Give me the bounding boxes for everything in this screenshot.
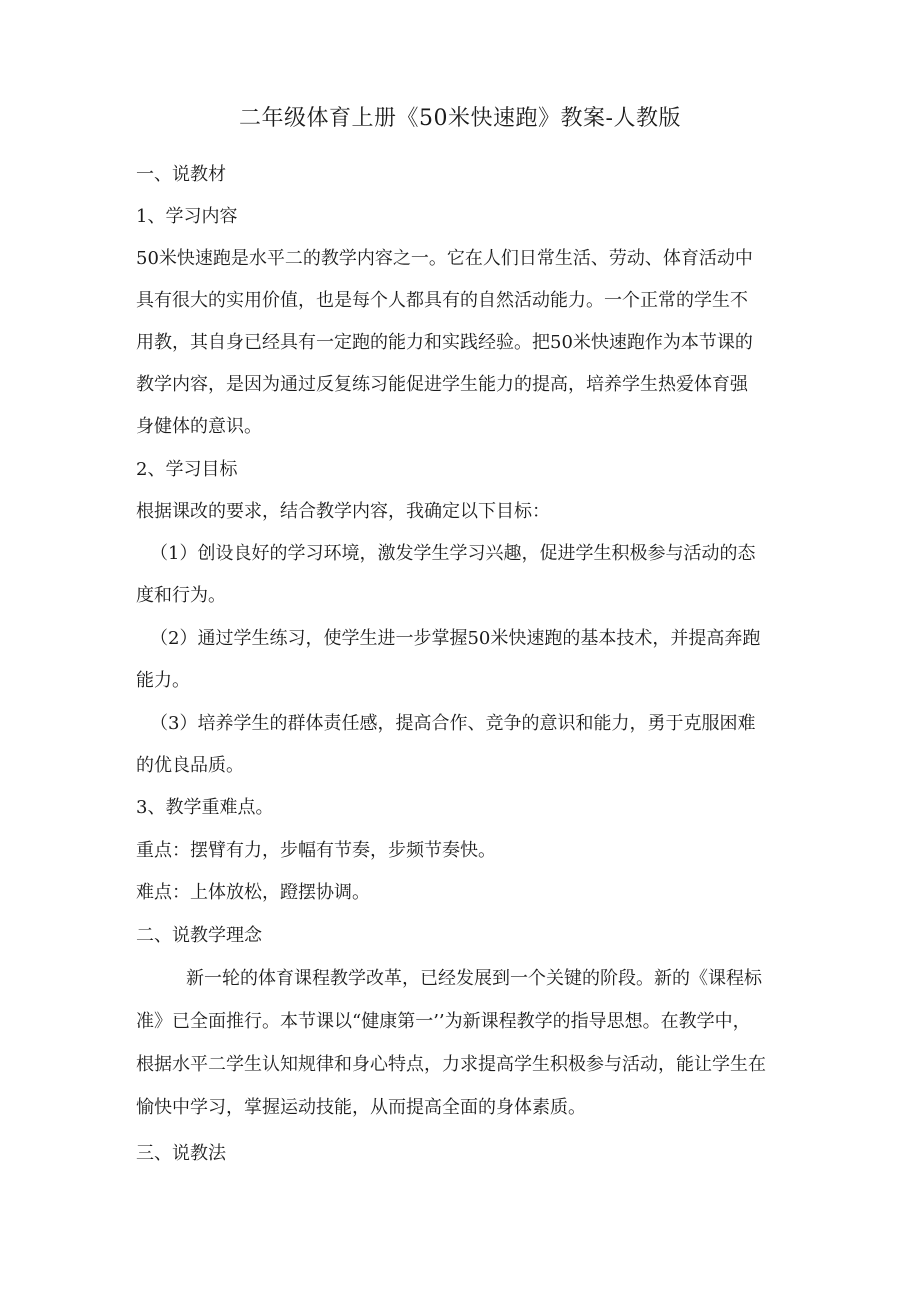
subheading-learning-goals: 2、学习目标	[136, 459, 238, 480]
difficult-point: 难点：上体放松，蹬摆协调。	[136, 882, 370, 903]
goal-3-line: （3）培养学生的群体责任感，提高合作、竞争的意识和能力，勇于克服困难	[150, 713, 756, 734]
paragraph-line: 50米快速跑是水平二的教学内容之一。它在人们日常生活、劳动、体育活动中	[136, 248, 753, 269]
section-heading-2: 二、说教学理念	[136, 925, 262, 946]
goal-1-line: （1）创设良好的学习环境，激发学生学习兴趣，促进学生积极参与活动的态	[150, 543, 756, 564]
goal-3-line: 的优良品质。	[136, 755, 244, 776]
paragraph-line: 新一轮的体育课程教学改革，已经发展到一个关键的阶段。新的《课程标	[186, 968, 762, 989]
subheading-learning-content: 1、学习内容	[136, 206, 238, 227]
goal-2-line: 能力。	[136, 670, 190, 691]
section-heading-1: 一、说教材	[136, 164, 226, 185]
paragraph-line: 准》已全面推行。本节课以“健康第一’’为新课程教学的指导思想。在教学中，	[136, 1011, 751, 1032]
paragraph-line: 身健体的意识。	[136, 416, 262, 437]
paragraph-line: 用教，其自身已经具有一定跑的能力和实践经验。把50米快速跑作为本节课的	[136, 332, 753, 353]
document-title: 二年级体育上册《50米快速跑》教案-人教版	[239, 106, 681, 131]
paragraph-line: 教学内容，是因为通过反复练习能促进学生能力的提高，培养学生热爱体育强	[136, 374, 748, 395]
subheading-key-difficult: 3、教学重难点。	[136, 797, 274, 818]
goals-intro: 根据课改的要求，结合教学内容，我确定以下目标：	[136, 501, 550, 522]
goal-1-line: 度和行为。	[136, 585, 226, 606]
section-heading-3: 三、说教法	[136, 1143, 226, 1164]
goal-2-line: （2）通过学生练习，使学生进一步掌握50米快速跑的基本技术，并提高奔跑	[150, 628, 761, 649]
key-point: 重点：摆臂有力，步幅有节奏，步频节奏快。	[136, 840, 496, 861]
paragraph-line: 根据水平二学生认知规律和身心特点，力求提高学生积极参与活动，能让学生在	[136, 1054, 766, 1075]
paragraph-line: 愉快中学习，掌握运动技能，从而提高全面的身体素质。	[136, 1097, 586, 1118]
paragraph-line: 具有很大的实用价值，也是每个人都具有的自然活动能力。一个正常的学生不	[136, 290, 748, 311]
